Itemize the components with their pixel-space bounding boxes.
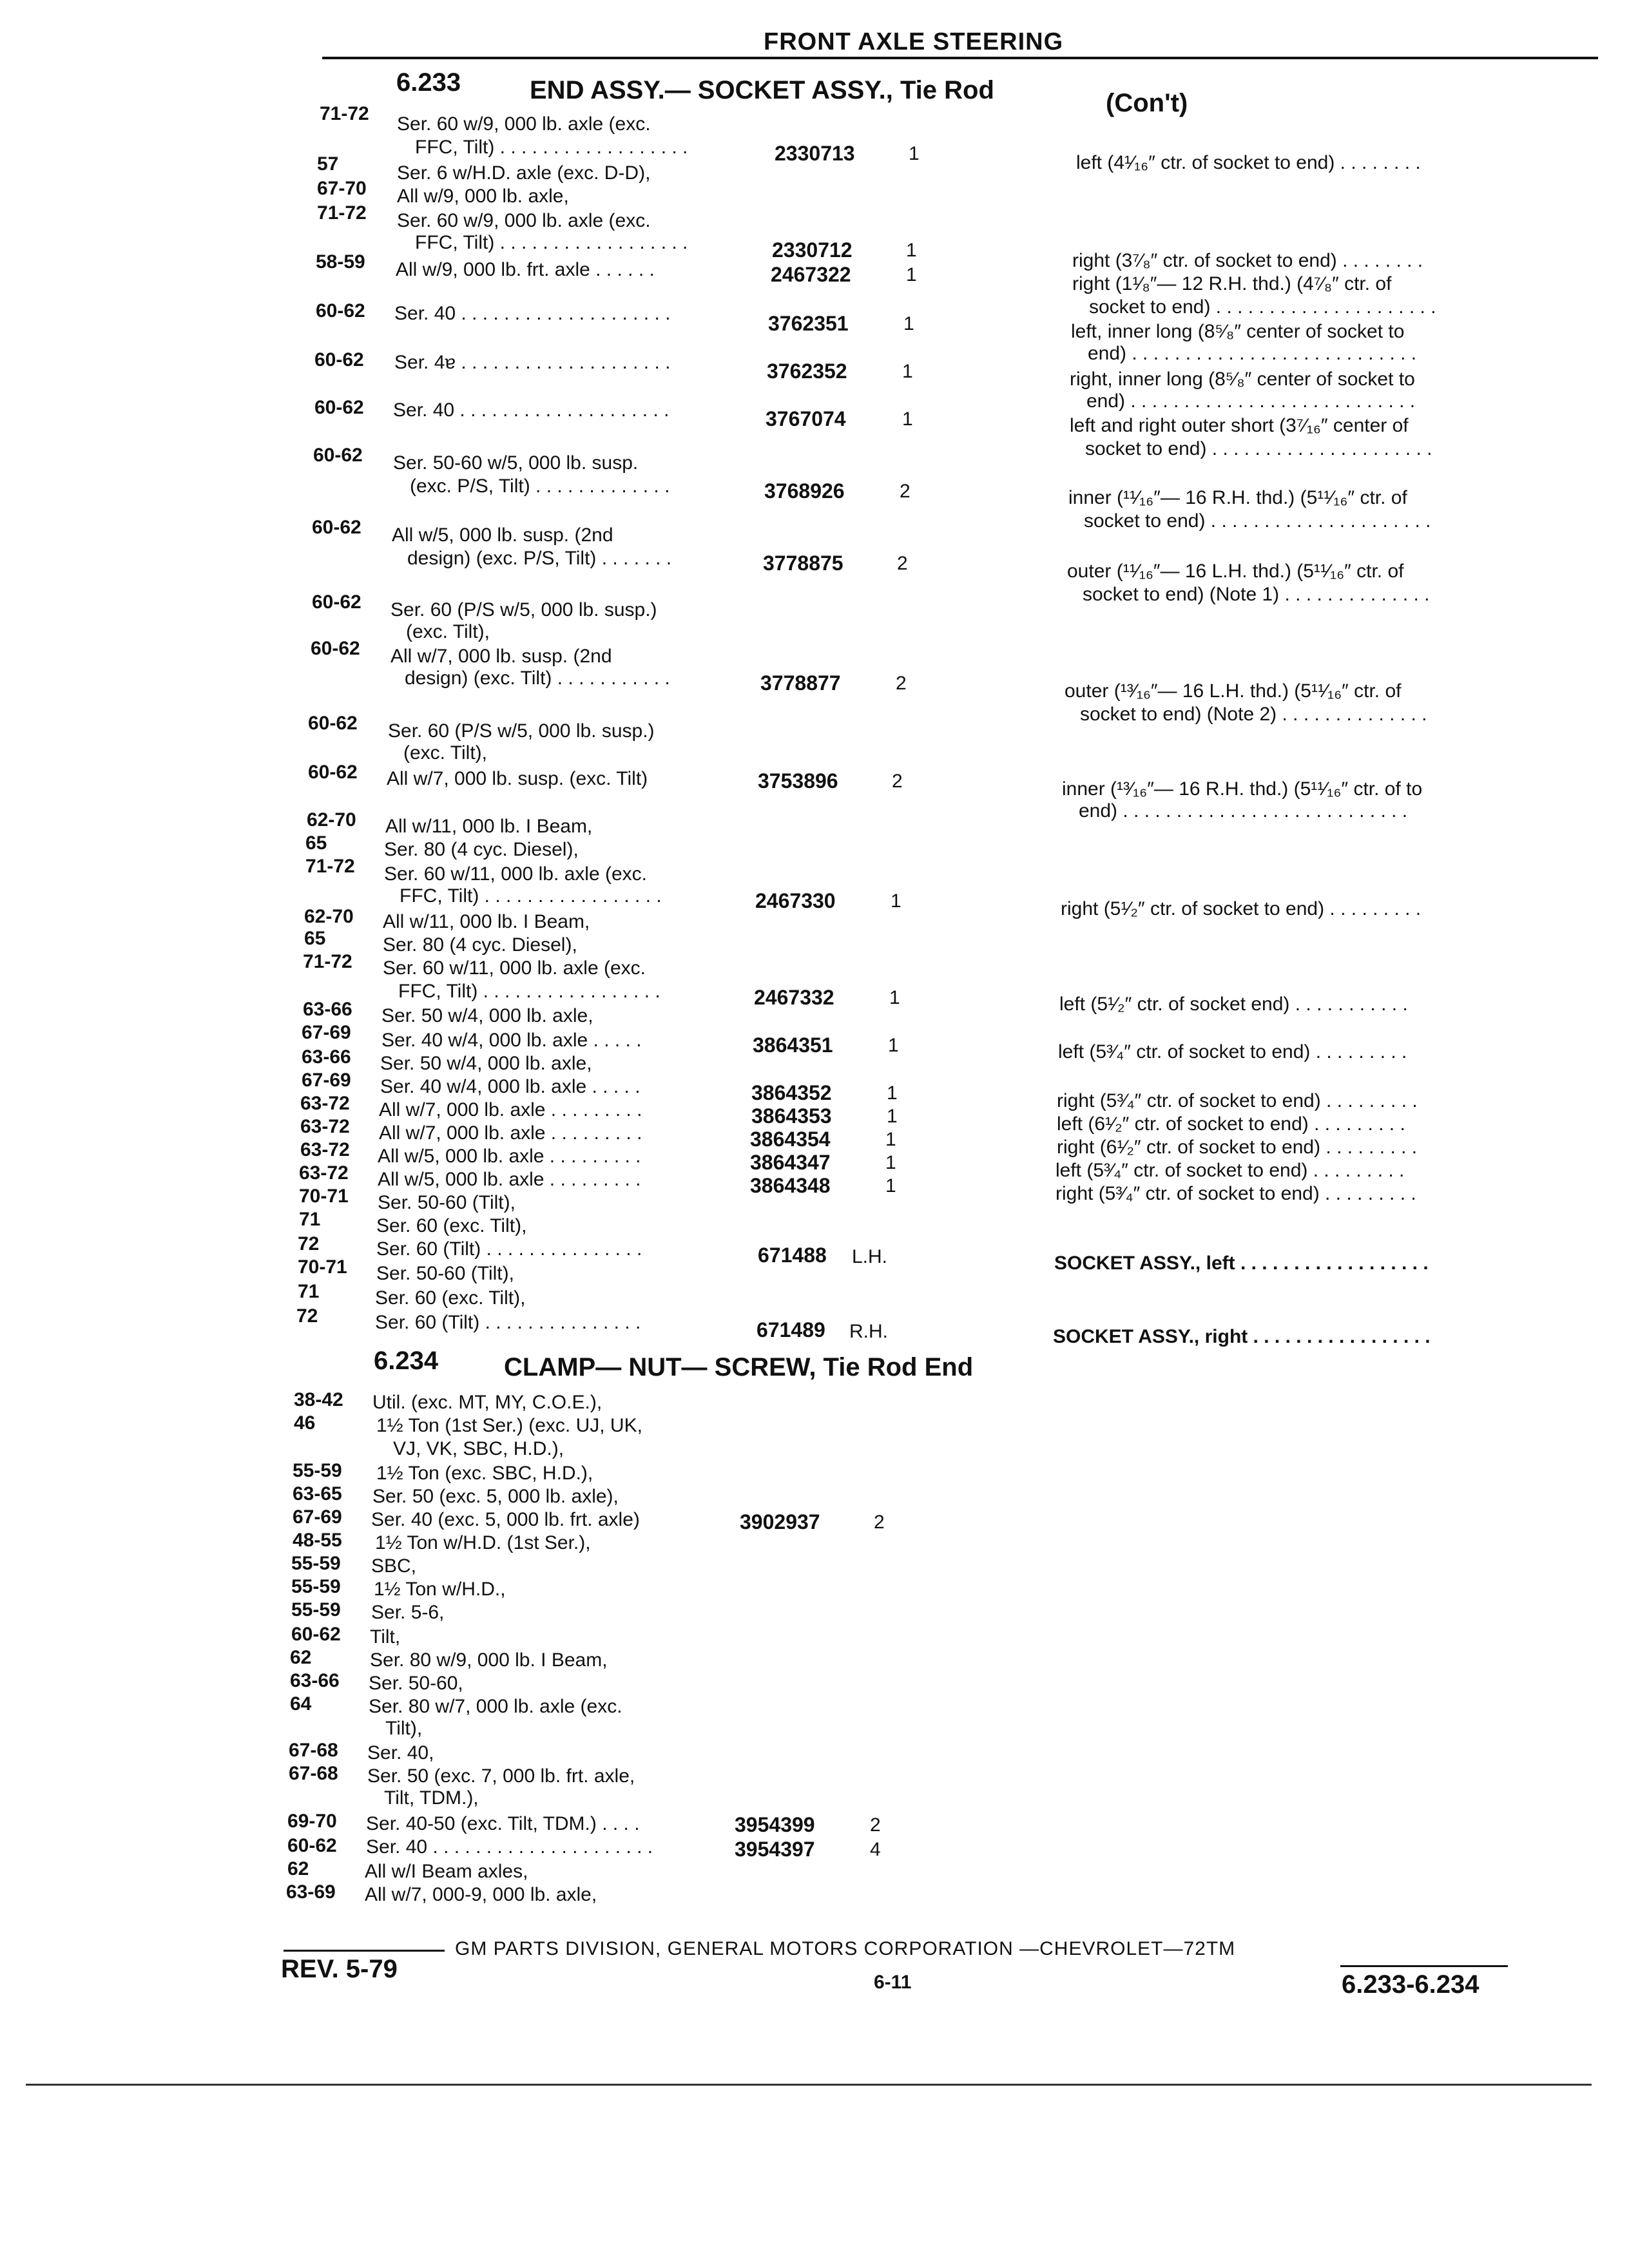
part-description: socket to end) . . . . . . . . . . . . . . . . . . . . . [1084,510,1431,532]
row-desc: Tilt, [370,1626,401,1648]
row-year: 67-70 [317,178,367,199]
footer-rule-left [284,1950,445,1952]
quantity: 1 [891,890,901,912]
row-desc: Ser. 40 (exc. 5, 000 lb. frt. axle) [371,1509,640,1530]
footer-section-range: 6.233-6.234 [1342,1970,1480,1999]
row-desc: Ser. 40 . . . . . . . . . . . . . . . . . . . . [394,303,671,324]
row-year: 63-65 [293,1483,342,1504]
part-description: right (1¹⁄₈″— 12 R.H. thd.) (4⁷⁄₈″ ctr. of [1072,273,1392,294]
row-desc: FFC, Tilt) . . . . . . . . . . . . . . . . . . [415,137,688,158]
part-number: 671489 [757,1318,825,1341]
row-desc: Ser. 60 (Tilt) . . . . . . . . . . . . . . . [376,1238,642,1260]
row-year: 62-70 [307,809,356,831]
row-year: 70-71 [298,1256,347,1278]
quantity: 2 [874,1512,885,1533]
row-desc: Ser. 80 (4 cyc. Diesel), [384,839,579,860]
part-description: right (5³⁄₄″ ctr. of socket to end) . . . . . . . . . [1057,1090,1418,1111]
part-number: 2330712 [772,238,853,262]
part-description: end) . . . . . . . . . . . . . . . . . . . . . . . . . . . [1086,390,1416,412]
row-desc: SBC, [371,1555,417,1577]
row-year: 72 [296,1305,318,1327]
header-rule [322,57,1598,59]
quantity: 1 [887,1106,898,1127]
row-desc: All w/7, 000 lb. axle . . . . . . . . . [379,1099,642,1120]
row-desc: 1½ Ton w/H.D., [374,1579,506,1600]
row-year: 63-72 [300,1139,350,1160]
part-description: end) . . . . . . . . . . . . . . . . . . . . . . . . . . . [1088,343,1417,364]
part-number: 3864351 [753,1033,833,1057]
row-desc: All w/7, 000 lb. susp. (2nd [390,646,612,667]
quantity: 1 [902,361,913,382]
row-desc: Ser. 50 (exc. 5, 000 lb. axle), [372,1486,619,1507]
row-year: 63-72 [299,1162,349,1184]
row-desc: 1½ Ton w/H.D. (1st Ser.), [375,1532,591,1553]
row-desc: All w/9, 000 lb. axle, [397,186,569,207]
row-desc: 1½ Ton (exc. SBC, H.D.), [376,1463,593,1484]
row-desc: All w/11, 000 lb. I Beam, [385,816,593,837]
part-description: left (5³⁄₄″ ctr. of socket to end) . . . . . . . . . [1058,1041,1407,1062]
row-year: 62 [290,1647,312,1668]
part-description: outer (¹¹⁄₁₆″— 16 L.H. thd.) (5¹¹⁄₁₆″ ctr. of [1067,561,1404,582]
quantity: 1 [889,987,900,1008]
part-description: right (5¹⁄₂″ ctr. of socket to end) . . . . . . . . . [1061,898,1422,919]
part-number: 3762351 [768,312,849,335]
quantity: 2 [900,481,911,502]
row-desc: Ser. 50-60 (Tilt), [378,1192,516,1213]
part-number: 3864347 [750,1151,831,1174]
part-description: socket to end) (Note 2) . . . . . . . . . . . . . . [1080,704,1427,725]
row-desc: Ser. 80 w/9, 000 lb. I Beam, [370,1649,608,1671]
quantity: 1 [887,1082,898,1104]
row-year: 38-42 [294,1389,343,1410]
part-number: 3768926 [764,479,845,503]
quantity: 2 [896,673,907,694]
row-year: 62-70 [304,906,354,927]
row-year: 60-62 [314,349,364,370]
section-title-6-233: END ASSY.— SOCKET ASSY., Tie Rod [530,76,994,104]
row-year: 69-70 [287,1811,337,1832]
part-number: 2467332 [754,986,834,1009]
row-year: 48-55 [293,1530,342,1551]
row-desc: All w/7, 000-9, 000 lb. axle, [365,1884,597,1905]
row-desc: Tilt, TDM.), [384,1787,479,1809]
row-year: 60-62 [314,397,364,418]
row-year: 55-59 [291,1576,341,1597]
row-year: 70-71 [299,1186,349,1207]
part-description: right (6¹⁄₂″ ctr. of socket to end) . . . . . . . . . [1057,1137,1418,1158]
row-desc: 1½ Ton (1st Ser.) (exc. UJ, UK, [376,1415,642,1436]
row-year: 60-62 [311,638,360,659]
row-year: 60-62 [291,1624,341,1645]
row-year: 60-62 [316,300,365,322]
row-desc: design) (exc. P/S, Tilt) . . . . . . . [407,548,672,569]
row-desc: Ser. 40 . . . . . . . . . . . . . . . . . . . . . [366,1836,653,1858]
part-number: 3954397 [735,1838,815,1861]
row-desc: Ser. 40, [367,1742,434,1763]
row-desc: Ser. 60 (exc. Tilt), [375,1287,526,1309]
page-header-title: FRONT AXLE STEERING [764,28,1064,55]
bottom-scan-rule [26,2084,1592,2086]
part-description: socket to end) (Note 1) . . . . . . . . . . . . . . [1083,584,1430,605]
part-description: right, inner long (8⁵⁄₈″ center of socket to [1070,369,1415,390]
row-desc: Ser. 40 w/4, 000 lb. axle . . . . . [381,1030,642,1051]
row-year: 63-72 [300,1116,350,1137]
row-year: 71 [298,1281,320,1302]
row-year: 60-62 [313,445,363,466]
section-title-6-234: CLAMP— NUT— SCREW, Tie Rod End [504,1353,974,1381]
quantity: 1 [903,313,914,334]
part-number: 3778875 [763,552,843,575]
part-number: 3902937 [740,1510,820,1533]
row-year: 55-59 [291,1599,341,1620]
row-desc: Util. (exc. MT, MY, C.O.E.), [372,1392,602,1413]
part-description: left (5¹⁄₂″ ctr. of socket end) . . . . . . . . . . . [1059,994,1408,1015]
row-year: 58-59 [316,251,365,273]
quantity: 1 [885,1175,896,1196]
part-number: 2467330 [755,889,836,912]
quantity: 1 [885,1152,896,1173]
row-desc: Ser. 4ɐ . . . . . . . . . . . . . . . . . . . . [394,352,671,373]
row-desc: All w/7, 000 lb. axle . . . . . . . . . [379,1122,642,1144]
row-year: 63-66 [290,1670,340,1691]
row-desc: Ser. 50 (exc. 7, 000 lb. frt. axle, [367,1765,635,1787]
row-year: 46 [294,1412,316,1434]
part-description: left, inner long (8⁵⁄₈″ center of socket to [1071,321,1405,342]
row-year: 60-62 [308,713,358,734]
row-year: 62 [287,1858,309,1879]
row-year: 71-72 [305,856,355,877]
footer-rule-right [1340,1965,1508,1967]
row-year: 64 [290,1693,312,1715]
row-year: 65 [305,832,327,854]
part-number: 2330713 [775,142,855,165]
part-description: left (5³⁄₄″ ctr. of socket to end) . . . . . . . . . [1055,1160,1405,1181]
row-year: 63-72 [300,1093,350,1114]
quantity: 1 [906,240,917,261]
row-year: 55-59 [293,1460,342,1481]
part-description: SOCKET ASSY., left . . . . . . . . . . . . . . . . . . [1054,1253,1429,1274]
row-year: 67-68 [289,1740,338,1761]
row-desc: Ser. 60 (P/S w/5, 000 lb. susp.) [390,599,657,620]
row-desc: Ser. 60 w/9, 000 lb. axle (exc. [397,113,651,135]
row-desc: All w/7, 000 lb. susp. (exc. Tilt) [387,768,648,789]
footer-publisher: GM PARTS DIVISION, GENERAL MOTORS CORPORATION —CHEVROLET—72TM [455,1938,1236,1959]
quantity: 4 [870,1839,881,1860]
part-description: socket to end) . . . . . . . . . . . . . . . . . . . . . [1085,438,1432,459]
quantity: 1 [888,1035,899,1056]
part-description: outer (¹³⁄₁₆″— 16 L.H. thd.) (5¹¹⁄₁₆″ ctr. of [1065,680,1402,702]
row-desc: All w/I Beam axles, [365,1861,528,1882]
row-desc: Ser. 60 w/11, 000 lb. axle (exc. [384,863,648,885]
row-desc: Ser. 50-60, [369,1673,463,1694]
row-desc: Ser. 60 (exc. Tilt), [376,1215,527,1236]
row-desc: All w/9, 000 lb. frt. axle . . . . . . [396,259,655,280]
section-number-6-234: 6.234 [374,1347,439,1375]
quantity: 1 [909,143,920,164]
row-year: 67-69 [302,1022,351,1043]
row-desc: (exc. Tilt), [403,742,488,764]
row-year: 72 [298,1233,320,1254]
part-number: 3864353 [751,1104,832,1128]
part-number: 3778877 [760,671,841,695]
row-year: 71-72 [303,951,352,972]
row-year: 55-59 [291,1553,341,1574]
row-desc: (exc. Tilt), [406,621,490,642]
row-year: 63-69 [286,1881,336,1903]
quantity: 1 [906,264,917,285]
row-desc: All w/5, 000 lb. susp. (2nd [392,524,613,546]
part-number: 3864354 [750,1128,831,1151]
part-description: right (5³⁄₄″ ctr. of socket to end) . . . . . . . . . [1055,1183,1416,1204]
row-year: 65 [304,928,326,949]
row-desc: Ser. 60 w/11, 000 lb. axle (exc. [383,957,646,979]
row-year: 57 [317,153,339,175]
part-number: 3767074 [766,407,846,430]
row-desc: Ser. 50-60 w/5, 000 lb. susp. [393,452,639,474]
row-year: 67-69 [302,1070,351,1091]
row-desc: Ser. 40 . . . . . . . . . . . . . . . . . . . . [393,399,670,421]
part-number: 3762352 [767,360,847,383]
part-number: 3864348 [750,1174,831,1197]
row-desc: Ser. 50-60 (Tilt), [376,1263,514,1284]
row-year: 71 [299,1209,321,1230]
quantity: 2 [892,771,903,792]
quantity: R.H. [849,1321,888,1342]
quantity: L.H. [852,1246,888,1267]
row-year: 63-66 [302,1046,351,1068]
part-description: right (3⁷⁄₈″ ctr. of socket to end) . . . . . . . . [1072,250,1423,271]
row-desc: Ser. 60 w/9, 000 lb. axle (exc. [397,210,651,231]
row-desc: Ser. 40 w/4, 000 lb. axle . . . . . [380,1076,641,1097]
row-year: 67-69 [293,1506,342,1528]
part-number: 3753896 [758,769,838,793]
row-desc: Ser. 80 w/7, 000 lb. axle (exc. [369,1696,622,1717]
quantity: 1 [885,1129,896,1150]
row-year: 60-62 [312,517,361,538]
part-number: 3864352 [751,1081,832,1104]
part-description: inner (¹¹⁄₁₆″— 16 R.H. thd.) (5¹¹⁄₁₆″ ctr. of [1068,487,1407,508]
row-desc: Ser. 60 (P/S w/5, 000 lb. susp.) [388,720,655,742]
row-year: 60-62 [287,1835,337,1856]
row-desc: VJ, VK, SBC, H.D.), [393,1438,564,1459]
row-desc: Ser. 6 w/H.D. axle (exc. D-D), [397,162,651,184]
part-number: 2467322 [771,263,851,286]
row-desc: All w/11, 000 lb. I Beam, [383,911,590,932]
row-desc: Ser. 50 w/4, 000 lb. axle, [380,1053,592,1074]
part-number: 671488 [758,1244,827,1267]
row-desc: Ser. 5-6, [371,1602,445,1623]
row-desc: All w/5, 000 lb. axle . . . . . . . . . [378,1169,641,1190]
part-description: end) . . . . . . . . . . . . . . . . . . . . . . . . . . . [1079,800,1408,822]
footer-page-number: 6-11 [874,1972,912,1993]
row-desc: FFC, Tilt) . . . . . . . . . . . . . . . . . [398,981,660,1002]
row-year: 71-72 [320,103,369,124]
row-desc: All w/5, 000 lb. axle . . . . . . . . . [378,1146,641,1167]
row-desc: Ser. 50 w/4, 000 lb. axle, [381,1005,593,1026]
section-cont-label: (Con't) [1106,89,1188,117]
section-number-6-233: 6.233 [396,68,461,97]
part-number: 3954399 [735,1813,815,1836]
row-desc: FFC, Tilt) . . . . . . . . . . . . . . . . . [400,885,662,907]
part-description: left (4¹⁄₁₆″ ctr. of socket to end) . . . . . . . . [1076,152,1421,173]
part-description: left and right outer short (3⁷⁄₁₆″ center of [1070,415,1409,436]
part-description: left (6¹⁄₂″ ctr. of socket to end) . . . . . . . . . [1057,1113,1405,1135]
row-desc: Ser. 40-50 (exc. Tilt, TDM.) . . . . [366,1813,640,1834]
footer-revision: REV. 5-79 [281,1955,398,1983]
row-year: 60-62 [312,591,361,613]
row-desc: Ser. 80 (4 cyc. Diesel), [383,934,577,956]
quantity: 2 [870,1814,881,1836]
row-desc: Ser. 60 (Tilt) . . . . . . . . . . . . . . . [375,1312,641,1333]
part-description: SOCKET ASSY., right . . . . . . . . . . . . . . . . . [1053,1326,1431,1347]
quantity: 1 [902,408,913,430]
row-year: 71-72 [317,202,367,224]
row-year: 67-68 [289,1763,338,1784]
row-desc: design) (exc. Tilt) . . . . . . . . . . . [405,668,670,689]
part-description: socket to end) . . . . . . . . . . . . . . . . . . . . . [1089,296,1436,318]
row-year: 63-66 [303,999,352,1020]
row-desc: Tilt), [385,1718,423,1739]
part-description: inner (¹³⁄₁₆″— 16 R.H. thd.) (5¹¹⁄₁₆″ ctr. of to [1062,778,1423,800]
row-year: 60-62 [308,762,358,783]
row-desc: (exc. P/S, Tilt) . . . . . . . . . . . . . [410,476,670,497]
quantity: 2 [897,553,908,574]
row-desc: FFC, Tilt) . . . . . . . . . . . . . . . . . . [415,232,688,253]
